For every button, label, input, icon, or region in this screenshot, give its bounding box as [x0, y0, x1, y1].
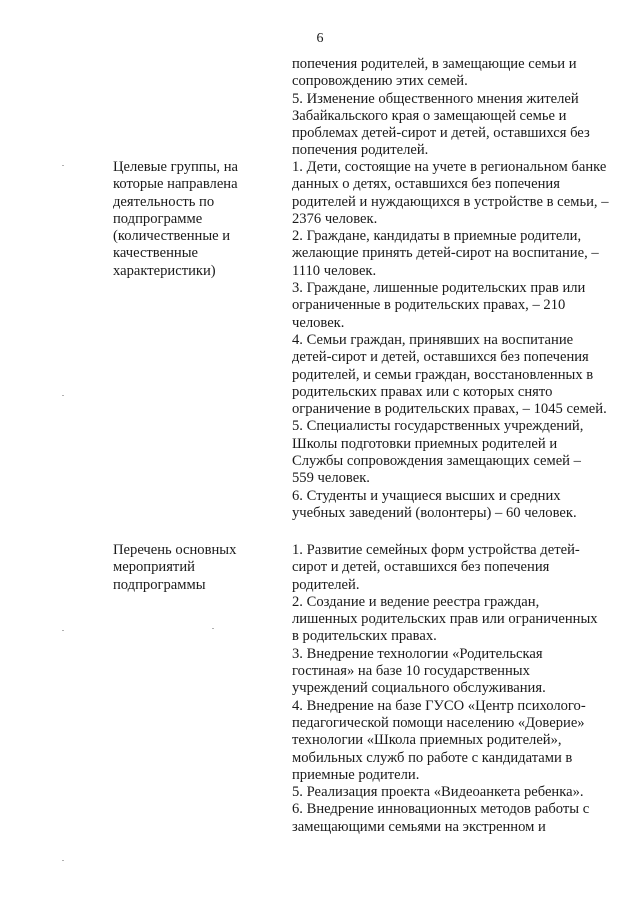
text-line: педагогической помощи населению «Доверие»: [292, 714, 585, 731]
text-line: 5. Изменение общественного мнения жителей: [292, 90, 579, 107]
text-line: 559 человек.: [292, 470, 370, 487]
text-line: 2. Создание и ведение реестра граждан,: [292, 593, 540, 610]
text-line: ограничение в родительских правах, – 1045 семей.: [292, 401, 607, 418]
text-line: (количественные и: [113, 228, 231, 245]
text-line: Забайкальского края о замещающей семье и: [292, 107, 567, 124]
text-line: 6. Студенты и учащиеся высших и средних: [292, 487, 561, 504]
text-line: лишенных родительских прав или ограниченных: [292, 611, 598, 628]
text-line: 1110 человек.: [292, 262, 377, 279]
main-activities-text: [292, 542, 612, 836]
text-line: сопровождению этих семей.: [292, 73, 468, 90]
target-groups-text: [292, 159, 612, 522]
text-line: родительских правах или с которых снято: [292, 383, 553, 400]
text-line: Службы сопровождения замещающих семей –: [292, 453, 581, 470]
text-line: данных о детях, оставшихся без попечения: [292, 176, 560, 193]
text-line: 5. Специалисты государственных учреждений,: [292, 418, 584, 435]
text-line: 2. Граждане, кандидаты в приемные родители,: [292, 228, 582, 245]
text-line: Перечень основных: [113, 542, 237, 558]
text-line: попечения родителей, в замещающие семьи и: [292, 56, 577, 72]
text-line: мобильных служб по работе с кандидатами в: [292, 749, 573, 766]
text-line: человек.: [292, 314, 345, 331]
text-line: родителей, и семьи граждан, восстановленных в: [292, 366, 594, 383]
text-line: которые направлена: [113, 176, 238, 193]
text-line: родителей и нуждающихся в устройстве в семьи, –: [292, 193, 609, 210]
page-number: 6: [316, 31, 324, 46]
text-line: проблемах детей-сирот и детей, оставшихся без: [292, 125, 590, 142]
text-line: учебных заведений (волонтеры) – 60 человек.: [292, 504, 577, 521]
text-line: подпрограмме: [113, 210, 203, 227]
text-line: попечения родителей.: [292, 142, 429, 159]
text-line: 4. Внедрение на базе ГУСО «Центр психолого-: [292, 697, 586, 714]
text-line: 3. Внедрение технологии «Родительская: [292, 645, 543, 662]
text-line: 5. Реализация проекта «Видеоанкета ребенка».: [292, 784, 584, 801]
text-line: Целевые группы, на: [113, 159, 238, 175]
scan-speck: [62, 395, 64, 396]
text-line: 6. Внедрение инновационных методов работы с: [292, 801, 590, 818]
text-line: детей-сирот и детей, оставшихся без попечения: [292, 349, 589, 366]
main-activities-label: [113, 542, 273, 594]
text-line: учреждений социального обслуживания.: [292, 680, 546, 697]
text-line: деятельность по: [113, 193, 215, 210]
text-line: качественные: [113, 245, 198, 262]
text-line: замещающими семьями на экстренном и: [292, 818, 546, 835]
text-line: характеристики): [113, 262, 216, 279]
text-line: сирот и детей, оставшихся без попечения: [292, 559, 550, 576]
text-line: приемные родители.: [292, 766, 420, 783]
scan-speck: [62, 860, 64, 861]
scan-speck: [212, 628, 214, 629]
text-line: 1. Дети, состоящие на учете в региональном банке: [292, 159, 607, 175]
target-groups-label: [113, 159, 273, 280]
text-line: 4. Семьи граждан, принявших на воспитание: [292, 331, 574, 348]
text-line: Школы подготовки приемных родителей и: [292, 435, 558, 452]
text-line: подпрограммы: [113, 576, 206, 593]
text-line: желающие принять детей-сирот на воспитание, –: [292, 245, 599, 262]
text-line: 2376 человек.: [292, 210, 378, 227]
text-line: 3. Граждане, лишенные родительских прав или: [292, 280, 586, 297]
text-line: технологии «Школа приемных родителей»,: [292, 732, 562, 749]
text-line: 1. Развитие семейных форм устройства детей-: [292, 542, 580, 558]
text-line: гостиная» на базе 10 государственных: [292, 663, 530, 680]
text-line: ограниченные в родительских правах, – 210: [292, 297, 566, 314]
scan-speck: [62, 630, 64, 631]
text-line: родителей.: [292, 576, 360, 593]
text-line: мероприятий: [113, 559, 195, 576]
continuation-text: [292, 56, 612, 160]
text-line: в родительских правах.: [292, 628, 437, 645]
scan-speck: [62, 165, 64, 166]
